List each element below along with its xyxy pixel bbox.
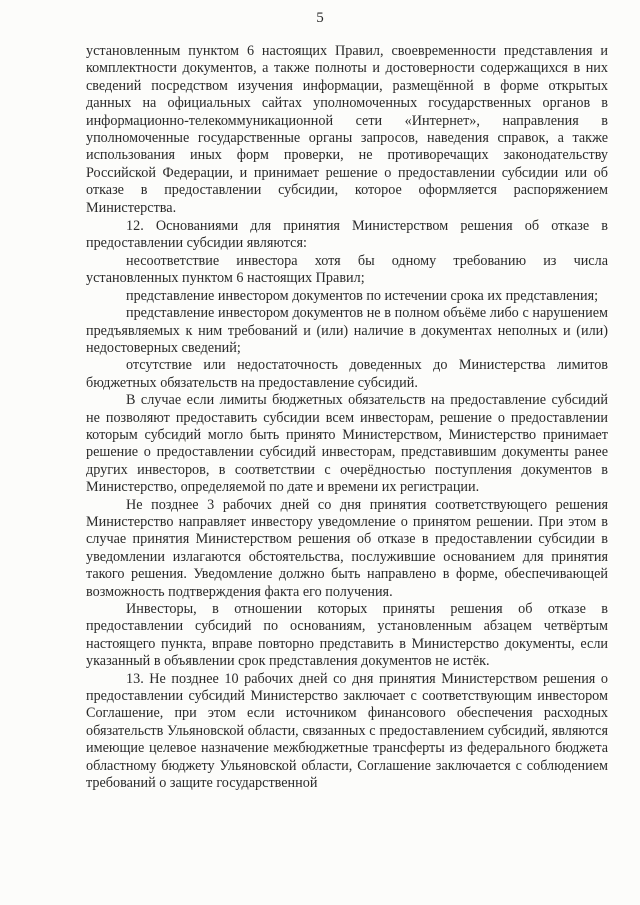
paragraph-ground-4: отсутствие или недостаточность доведенных до Министерства лимитов бюджетных обязательств на предоставление субсидий. (86, 357, 608, 391)
paragraph-ground-3: представление инвестором документов не в полном объёме либо с нарушением предъявляемых к ним требований и (или) наличие в документах неполных и (или) недостоверных сведений; (86, 305, 608, 356)
paragraph-clause-13: 13. Не позднее 10 рабочих дней со дня принятия Министерством решения о предоставлении субсидий Министерство заключает с соответствующим инвестором Соглашение, при этом если источником финансового обеспечения расходных обязательств Ульяновской области, связанных с предоставлением субсидий, являются имеющие целевое назначение межбюджетные трансферты из федерального бюджета областному бюджету Ульяновской области, Соглашение заключается с соблюдением требований о защите государственной (86, 670, 608, 792)
paragraph-ground-1: несоответствие инвестора хотя бы одному требованию из числа установленных пунктом 6 настоящих Правил; (86, 252, 608, 287)
paragraph-resubmission: Инвесторы, в отношении которых приняты решения об отказе в предоставлении субсидий по основаниям, установленным абзацем четвёртым настоящего пункта, вправе повторно представить в Министерство документы, если указанный в объявлении срок представления документов не истёк. (86, 601, 608, 670)
document-body (86, 43, 608, 792)
paragraph-limits: В случае если лимиты бюджетных обязательств на предоставление субсидий не позволяют предоставить субсидии всем инвесторам, решение о предоставлении которым субсидий могло быть принято Министерством, Министерство принимает решение о предоставлении субсидий инвесторам, представившим документы ранее других инвесторов, в соответствии с очерёдностью поступления документов в Министерство, определяемой по дате и времени их регистрации. (86, 392, 608, 496)
paragraph-continuation: установленным пунктом 6 настоящих Правил, своевременности представления и комплектности документов, а также полноты и достоверности содержащихся в них сведений посредством изучения информации, размещённой в форме открытых данных на официальных сайтах уполномоченных государственных органов в информационно-телекоммуникационной сети «Интернет», направления в уполномоченные государственные органы запросов, наведения справок, а также использования иных форм проверки, не противоречащих законодательству Российской Федерации, и принимает решение о предоставлении субсидии или об отказе в предоставлении субсидии, которое оформляется распоряжением Министерства. (86, 43, 608, 216)
paragraph-clause-12: 12. Основаниями для принятия Министерством решения об отказе в предоставлении субсидии являются: (86, 218, 608, 252)
paragraph-notification: Не позднее 3 рабочих дней со дня принятия соответствующего решения Министерство направляет инвестору уведомление о принятом решении. При этом в случае принятия Министерством решения об отказе в предоставлении субсидии в уведомлении излагаются обстоятельства, послужившие основанием для принятия такого решения. Уведомление должно быть направлено в форме, обеспечивающей возможность подтверждения факта его получения. (86, 496, 608, 600)
paragraph-ground-2: представление инвестором документов по истечении срока их представления; (126, 287, 599, 304)
page-number: 5 (316, 10, 324, 26)
